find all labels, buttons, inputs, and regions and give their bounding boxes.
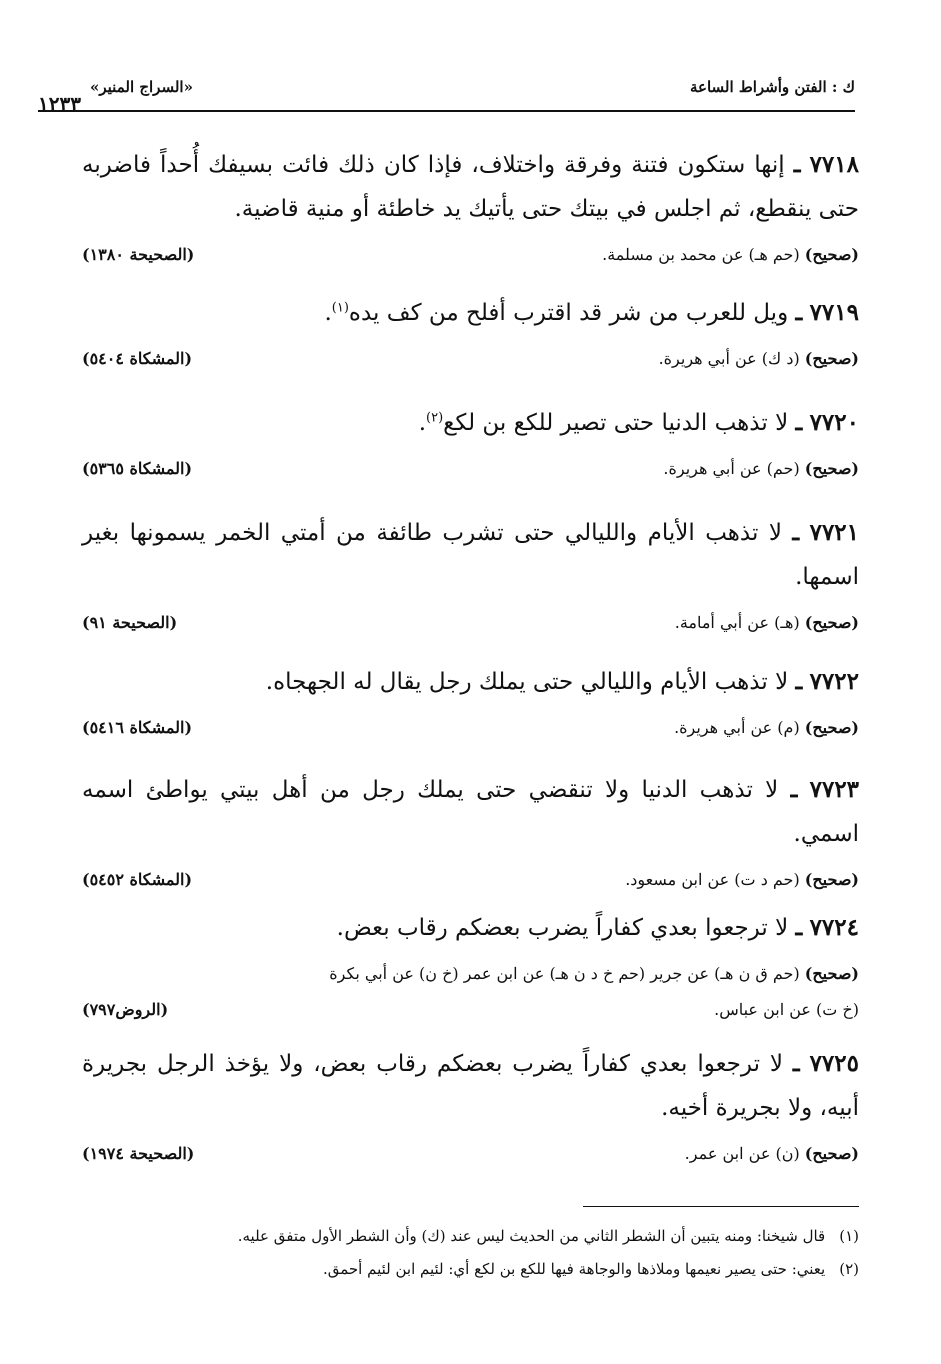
hadith-source: (صحيح) (د ك) عن أبي هريرة. (المشكاة ٥٤٠٤) [82, 349, 859, 368]
book-title: «السراج المنير» [90, 78, 193, 96]
hadith-text: ٧٧١٨ ـ إنها ستكون فتنة وفرقة واختلاف، فإذا كان ذلك فائت بسيفك أُحداً فاضربه حتى ينقطع، ثم اجلس في بيتك حتى يأتيك يد خاطئة أو منية قاضية. [82, 151, 859, 222]
hadith-entry [82, 660, 859, 744]
reference: (المشكاة ٥٣٦٥) [82, 459, 193, 478]
reference: (الصحيحة ١٩٧٤) [82, 1144, 195, 1163]
hadith-source: (صحيح) (م) عن أبي هريرة. (المشكاة ٥٤١٦) [82, 718, 859, 737]
reference: (الصحيحة ١٣٨٠) [82, 245, 195, 264]
footnote: (٢)يعني: حتى يصير نعيمها وملاذها والوجاهة فيها للكع بن لكع أي: لئيم ابن لئيم أحمق. [322, 1260, 859, 1278]
hadith-text: ٧٧٢٢ ـ لا تذهب الأيام والليالي حتى يملك رجل يقال له الجهجاه. [265, 668, 859, 695]
hadith-entry [82, 143, 859, 271]
hadith-text: ٧٧٢٤ ـ لا ترجعوا بعدي كفاراً يضرب بعضكم رقاب بعض. [336, 914, 859, 941]
reference: (الروض٧٩٧) [82, 1000, 169, 1019]
hadith-source: (صحيح) (هـ) عن أبي أمامة. (الصحيحة ٩١) [82, 613, 859, 632]
footnotes [82, 1220, 859, 1286]
hadith-source: (صحيح) (ن) عن ابن عمر. (الصحيحة ١٩٧٤) [82, 1144, 859, 1163]
reference: (الصحيحة ٩١) [82, 613, 178, 632]
footnote-divider [583, 1206, 859, 1207]
footnote-marker[interactable]: (١) [331, 300, 349, 316]
footnote: (١)قال شيخنا: ومنه يتبين أن الشطر الثاني من الحديث ليس عند (ك) وأن الشطر الأول متفق عليه. [237, 1227, 859, 1245]
hadith-text: ٧٧٢٠ ـ لا تذهب الدنيا حتى تصير للكع بن لكع$^{(٢)}$. [418, 409, 859, 436]
hadith-text: ٧٧٢١ ـ لا تذهب الأيام والليالي حتى تشرب طائفة من أمتي الخمر يسمونها بغير اسمها. [82, 519, 860, 590]
reference: (المشكاة ٥٤٠٤) [82, 349, 193, 368]
hadith-source: (صحيح) (حم ق ن هـ) عن جرير (حم خ د ن هـ) عن ابن عمر (خ ن) عن أبي بكرة (خ ت) عن ابن عباس. (الروض٧٩٧) [82, 956, 859, 1028]
running-header [38, 76, 855, 116]
hadith-text: ٧٧٢٣ ـ لا تذهب الدنيا ولا تنقضي حتى يملك رجل من أهل بيتي يواطئ اسمه اسمي. [82, 776, 860, 847]
hadith-entry [82, 768, 859, 896]
footnote-marker[interactable]: (٢) [426, 410, 444, 426]
hadith-entry [82, 906, 859, 1028]
hadith-entry [82, 291, 859, 375]
hadith-source: (صحيح) (حم هـ) عن محمد بن مسلمة. (الصحيحة ١٣٨٠) [82, 245, 859, 264]
hadith-source: (صحيح) (حم) عن أبي هريرة. (المشكاة ٥٣٦٥) [82, 459, 859, 478]
page-number: ١٢٣٣ [38, 92, 81, 116]
reference: (المشكاة ٥٤١٦) [82, 718, 193, 737]
hadith-source: (صحيح) (حم د ت) عن ابن مسعود. (المشكاة ٥٤٥٢) [82, 870, 859, 889]
reference: (المشكاة ٥٤٥٢) [82, 870, 193, 889]
hadith-entry [82, 1042, 859, 1170]
hadith-text: ٧٧١٩ ـ ويل للعرب من شر قد اقترب أفلح من كف يده$^{(١)}$. [324, 299, 859, 326]
hadith-text: ٧٧٢٥ ـ لا ترجعوا بعدي كفاراً يضرب بعضكم رقاب بعض، ولا يؤخذ الرجل بجريرة أبيه، ولا بجريرة أخيه. [82, 1050, 859, 1121]
chapter-title: ك : الفتن وأشراط الساعة [689, 78, 855, 96]
hadith-entry [82, 511, 859, 639]
hadith-entry [82, 401, 859, 485]
